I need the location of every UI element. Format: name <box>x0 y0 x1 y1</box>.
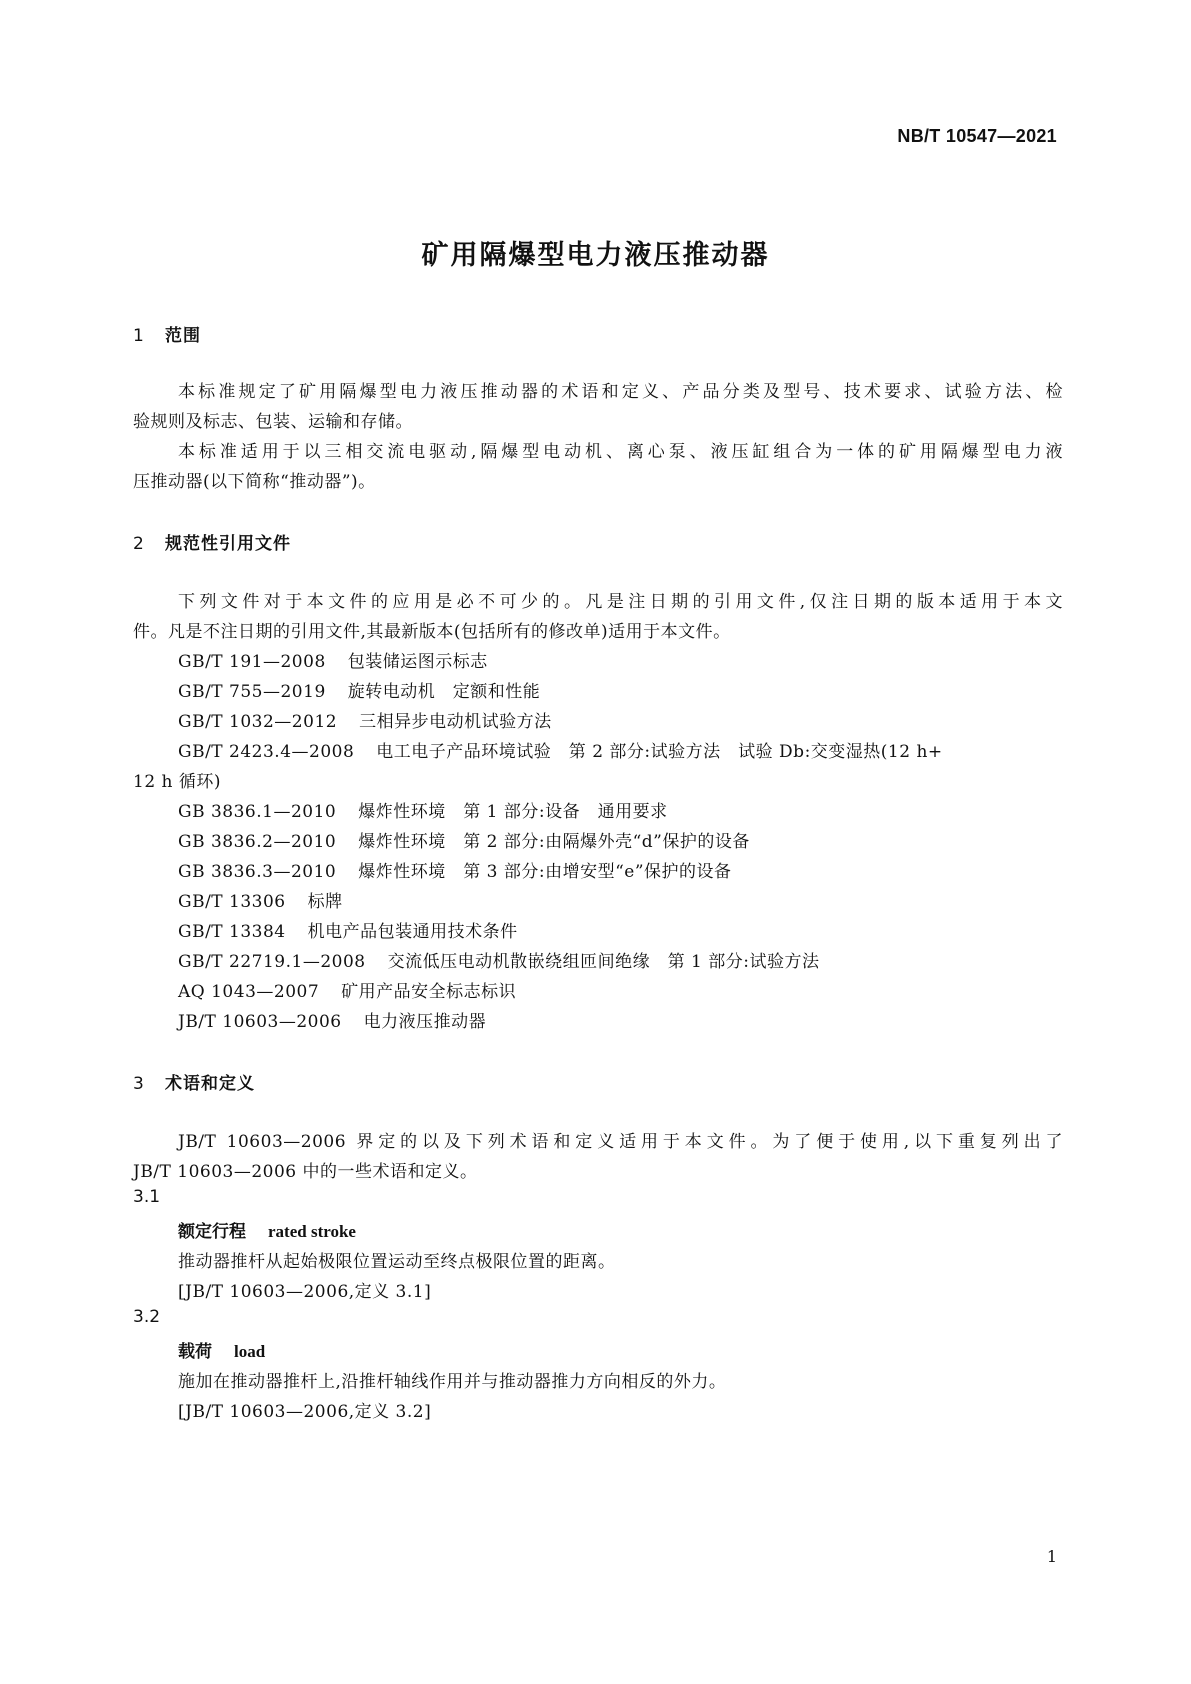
reference-title: 三相异步电动机试验方法 <box>359 712 552 732</box>
reference-item <box>178 887 343 912</box>
term-3-2-english: load <box>234 1342 266 1361</box>
term-3-1-heading <box>178 1217 356 1242</box>
reference-code: GB/T 13384 <box>178 922 286 942</box>
term-3-1-definition: 推动器推杆从起始极限位置运动至终点极限位置的距离。 <box>178 1252 616 1272</box>
terms-intro-line-2: JB/T 10603—2006 中的一些术语和定义。 <box>133 1162 478 1182</box>
term-3-2-definition: 施加在推动器推杆上,沿推杆轴线作用并与推动器推力方向相反的外力。 <box>178 1372 727 1392</box>
reference-code: GB 3836.1—2010 <box>178 802 337 822</box>
term-3-1-source: [JB/T 10603—2006,定义 3.1] <box>178 1282 432 1302</box>
reference-item <box>178 917 518 942</box>
reference-code: GB/T 13306 <box>178 892 286 912</box>
reference-code: GB/T 755—2019 <box>178 682 326 702</box>
section-3-number: 3 <box>133 1074 145 1094</box>
term-3-2-heading <box>178 1337 265 1362</box>
section-2-heading <box>133 529 291 554</box>
scope-paragraph-1-line-1: 本标准规定了矿用隔爆型电力液压推动器的术语和定义、产品分类及型号、技术要求、试验方法、检 <box>178 382 1063 402</box>
reference-title: 矿用产品安全标志标识 <box>341 982 517 1002</box>
term-3-2-source: [JB/T 10603—2006,定义 3.2] <box>178 1402 432 1422</box>
reference-item <box>178 1007 486 1032</box>
scope-paragraph-2-line-1: 本标准适用于以三相交流电驱动,隔爆型电动机、离心泵、液压缸组合为一体的矿用隔爆型电力液 <box>178 442 1063 462</box>
reference-item <box>178 977 516 1002</box>
term-3-1-english: rated stroke <box>268 1222 356 1241</box>
scope-paragraph-1-line-2: 验规则及标志、包装、运输和存储。 <box>133 412 413 432</box>
reference-item <box>178 737 943 762</box>
reference-code: GB/T 191—2008 <box>178 652 326 672</box>
reference-title: 包装储运图示标志 <box>347 652 488 672</box>
standard-code: NB/T 10547—2021 <box>897 126 1057 146</box>
reference-title: 交流低压电动机散嵌绕组匝间绝缘 第 1 部分:试验方法 <box>387 952 820 972</box>
section-3-heading <box>133 1069 255 1094</box>
section-1-number: 1 <box>133 326 145 346</box>
references-intro-line-2: 件。凡是不注日期的引用文件,其最新版本(包括所有的修改单)适用于本文件。 <box>133 622 731 642</box>
reference-code: GB 3836.2—2010 <box>178 832 337 852</box>
reference-code: GB/T 1032—2012 <box>178 712 338 732</box>
term-3-2-number: 3.2 <box>133 1307 161 1327</box>
reference-code: JB/T 10603—2006 <box>178 1012 342 1032</box>
reference-code: GB/T 2423.4—2008 <box>178 742 355 762</box>
section-1-title: 范围 <box>165 326 201 346</box>
reference-title: 机电产品包装通用技术条件 <box>307 922 518 942</box>
reference-code: AQ 1043—2007 <box>178 982 320 1002</box>
reference-item-continuation: 12 h 循环) <box>133 772 222 792</box>
term-3-1-chinese: 额定行程 <box>178 1222 246 1242</box>
reference-title: 爆炸性环境 第 2 部分:由隔爆外壳“d”保护的设备 <box>358 832 750 852</box>
reference-title: 电力液压推动器 <box>363 1012 487 1032</box>
reference-item <box>178 857 732 882</box>
reference-item <box>178 707 552 732</box>
reference-title: 标牌 <box>307 892 343 912</box>
page-number: 1 <box>1046 1547 1057 1566</box>
section-2-title: 规范性引用文件 <box>165 534 291 554</box>
reference-code: GB 3836.3—2010 <box>178 862 337 882</box>
reference-item <box>178 797 668 822</box>
section-3-title: 术语和定义 <box>165 1074 255 1094</box>
reference-item <box>178 677 540 702</box>
reference-item <box>178 647 488 672</box>
reference-code: GB/T 22719.1—2008 <box>178 952 366 972</box>
scope-paragraph-2-line-2: 压推动器(以下简称“推动器”)。 <box>133 472 376 492</box>
reference-title: 爆炸性环境 第 3 部分:由增安型“e”保护的设备 <box>358 862 732 882</box>
terms-intro-line-1: JB/T 10603—2006 界定的以及下列术语和定义适用于本文件。为了便于使用,以下重复列出了 <box>178 1132 1063 1152</box>
reference-title: 电工电子产品环境试验 第 2 部分:试验方法 试验 Db:交变湿热(12 h+ <box>376 742 943 762</box>
document-title: 矿用隔爆型电力液压推动器 <box>421 240 770 271</box>
references-intro-line-1: 下列文件对于本文件的应用是必不可少的。凡是注日期的引用文件,仅注日期的版本适用于本文 <box>178 592 1063 612</box>
reference-title: 爆炸性环境 第 1 部分:设备 通用要求 <box>358 802 668 822</box>
term-3-2-chinese: 载荷 <box>178 1342 212 1362</box>
section-1-heading <box>133 321 201 346</box>
term-3-1-number: 3.1 <box>133 1187 161 1207</box>
reference-item <box>178 947 819 972</box>
reference-item <box>178 827 750 852</box>
reference-title: 旋转电动机 定额和性能 <box>347 682 541 702</box>
section-2-number: 2 <box>133 534 145 554</box>
